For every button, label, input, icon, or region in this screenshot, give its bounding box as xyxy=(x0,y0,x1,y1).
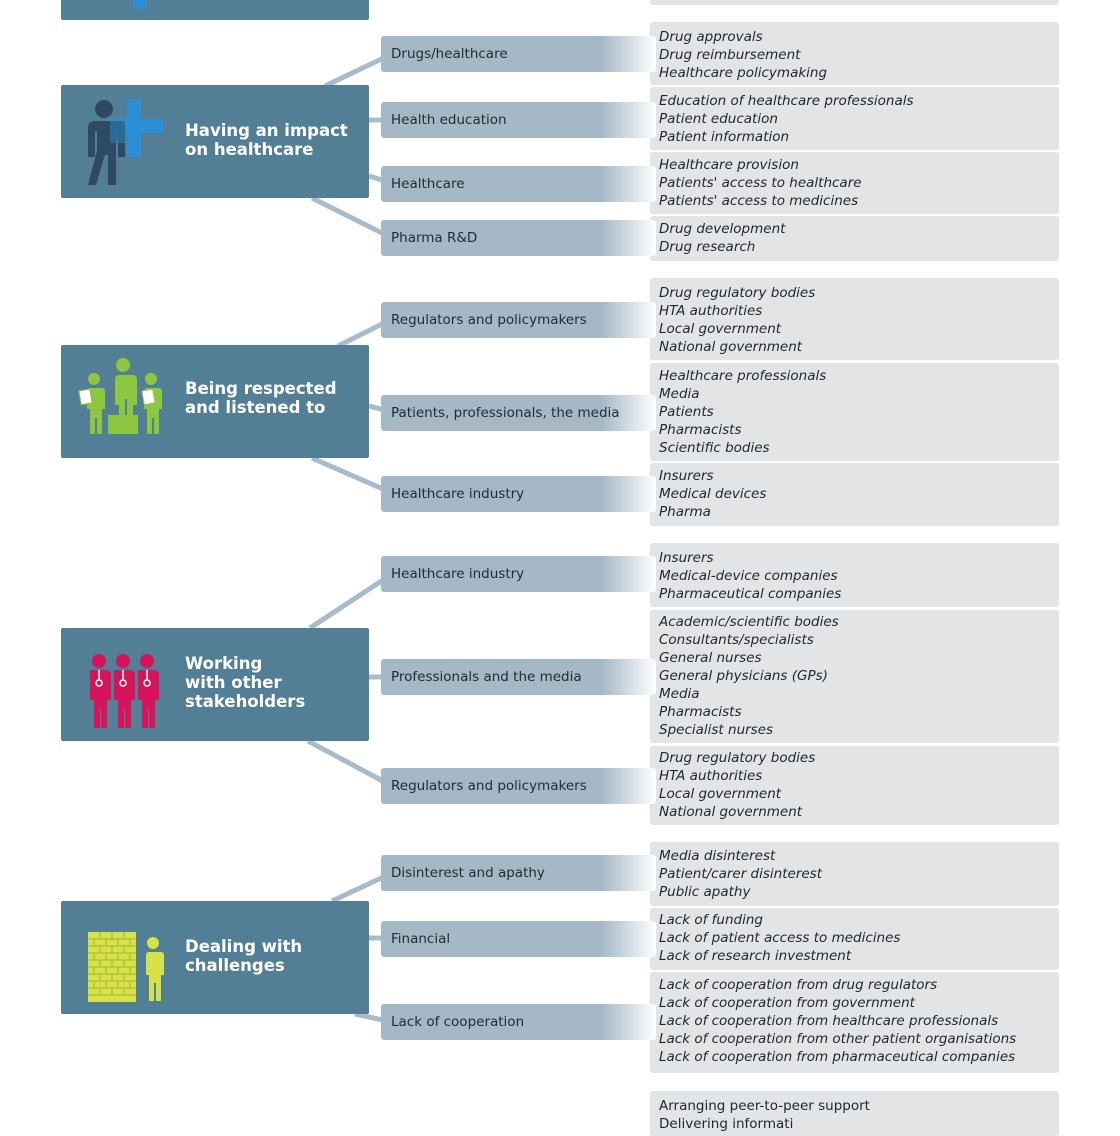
detail-item: Lack of cooperation from healthcare professionals xyxy=(659,1013,999,1029)
connector-line xyxy=(312,198,392,238)
detail-box xyxy=(650,278,1059,360)
main-title-line: on healthcare xyxy=(185,140,314,159)
detail-item: Healthcare policymaking xyxy=(659,65,828,81)
detail-item: Patient information xyxy=(659,129,790,145)
detail-item: Drug regulatory bodies xyxy=(659,750,816,766)
detail-box xyxy=(650,463,1059,526)
sub-label: Drugs/healthcare xyxy=(391,46,508,62)
detail-box xyxy=(650,87,1059,150)
connector-line xyxy=(310,574,392,628)
detail-item: Local government xyxy=(659,786,782,802)
detail-item: General physicians (GPs) xyxy=(659,668,828,684)
main-title-line: Working xyxy=(185,654,263,673)
detail-box-partial-top xyxy=(650,0,1059,5)
detail-item: Insurers xyxy=(659,468,714,484)
detail-item: Medical devices xyxy=(659,486,767,502)
three-doctors-icon xyxy=(77,638,169,730)
sub-bar-professionals-media xyxy=(381,659,656,695)
detail-item: Patient/carer disinterest xyxy=(659,866,822,882)
main-title-line: Being respected xyxy=(185,379,337,398)
sub-bar-disinterest-apathy xyxy=(381,855,656,891)
sub-bar-financial xyxy=(381,921,656,957)
sub-label: Regulators and policymakers xyxy=(391,778,587,794)
detail-item: National government xyxy=(659,804,803,820)
detail-item: Pharmaceutical companies xyxy=(659,586,842,602)
main-title-line: Having an impact xyxy=(185,121,348,140)
main-title-line: with other xyxy=(185,673,282,692)
detail-item: Insurers xyxy=(659,550,714,566)
detail-item: Lack of cooperation from drug regulators xyxy=(659,977,938,993)
main-title-line: Dealing with xyxy=(185,937,303,956)
detail-item: Patients' access to medicines xyxy=(659,193,859,209)
detail-item: Arranging peer-to-peer support xyxy=(659,1098,870,1114)
detail-item: Healthcare professionals xyxy=(659,368,827,384)
detail-box xyxy=(650,972,1059,1073)
main-title xyxy=(185,121,365,159)
detail-item: Media xyxy=(659,686,700,702)
detail-item: Lack of patient access to medicines xyxy=(659,930,901,946)
detail-item: Patient education xyxy=(659,111,778,127)
main-box-working-with-stakeholders xyxy=(61,628,369,741)
sub-bar-pharma-rd xyxy=(381,220,656,256)
detail-item: Public apathy xyxy=(659,884,751,900)
detail-item: Local government xyxy=(659,321,782,337)
detail-item: Medical-device companies xyxy=(659,568,838,584)
main-title xyxy=(185,654,365,711)
sub-label: Healthcare industry xyxy=(391,486,525,502)
detail-item: Delivering informati xyxy=(659,1116,794,1132)
detail-item: Specialist nurses xyxy=(659,722,774,738)
detail-item: Scientific bodies xyxy=(659,440,770,456)
sub-label: Lack of cooperation xyxy=(391,1014,525,1030)
detail-item: Pharmacists xyxy=(659,422,742,438)
sub-label: Healthcare industry xyxy=(391,566,525,582)
main-title-line: and listened to xyxy=(185,398,326,417)
detail-item: Patients' access to healthcare xyxy=(659,175,862,191)
sub-label: Regulators and policymakers xyxy=(391,312,587,328)
detail-item: Pharmacists xyxy=(659,704,742,720)
detail-item: HTA authorities xyxy=(659,303,763,319)
detail-box xyxy=(650,152,1059,214)
detail-item: Lack of funding xyxy=(659,912,763,928)
main-title xyxy=(185,937,365,975)
detail-item: Media disinterest xyxy=(659,848,776,864)
main-box-dealing-with-challenges xyxy=(61,901,369,1014)
main-title xyxy=(185,379,365,417)
detail-box xyxy=(650,543,1059,607)
sub-bar-patients-professionals-media xyxy=(381,395,656,431)
detail-item: Lack of cooperation from pharmaceutical companies xyxy=(659,1049,1016,1065)
detail-box xyxy=(650,22,1059,85)
sub-label: Health education xyxy=(391,112,507,128)
speaker-on-podium-icon xyxy=(77,355,169,447)
sub-label: Healthcare xyxy=(391,176,465,192)
detail-item: Pharma xyxy=(659,504,711,520)
detail-item: Drug approvals xyxy=(659,29,763,45)
detail-item: Drug reimbursement xyxy=(659,47,801,63)
detail-item: Healthcare provision xyxy=(659,157,799,173)
sub-label: Disinterest and apathy xyxy=(391,865,545,881)
detail-item: Media xyxy=(659,386,700,402)
main-box-impact-on-healthcare xyxy=(61,85,369,198)
detail-item: National government xyxy=(659,339,803,355)
sub-bar-regulators-policymakers xyxy=(381,302,656,338)
main-title-line: challenges xyxy=(185,956,285,975)
detail-box xyxy=(650,610,1059,743)
detail-item: Education of healthcare professionals xyxy=(659,93,914,109)
detail-item: Drug research xyxy=(659,239,756,255)
connector-line xyxy=(308,741,392,786)
detail-box xyxy=(650,746,1059,825)
detail-box-partial-bottom xyxy=(650,1091,1059,1136)
sub-bar-healthcare xyxy=(381,166,656,202)
partial-icon xyxy=(77,0,169,9)
main-title-line: stakeholders xyxy=(185,692,306,711)
detail-item: Drug regulatory bodies xyxy=(659,285,816,301)
detail-box xyxy=(650,216,1059,261)
sub-label: Professionals and the media xyxy=(391,669,582,685)
detail-item: Drug development xyxy=(659,221,786,237)
detail-box xyxy=(650,842,1059,906)
detail-item: Lack of research investment xyxy=(659,948,852,964)
sub-bar-lack-of-cooperation xyxy=(381,1004,656,1040)
sub-label: Financial xyxy=(391,931,451,947)
detail-box xyxy=(650,908,1059,970)
sub-bar-regulators-policymakers xyxy=(381,768,656,804)
connector-line xyxy=(312,458,392,493)
main-box-respected-listened xyxy=(61,345,369,458)
main-box-partial-top xyxy=(61,0,369,20)
detail-item: Academic/scientific bodies xyxy=(659,614,839,630)
detail-item: Lack of cooperation from other patient organisations xyxy=(659,1031,1017,1047)
detail-item: Patients xyxy=(659,404,714,420)
sub-bar-health-education xyxy=(381,102,656,138)
detail-item: Lack of cooperation from government xyxy=(659,995,915,1011)
sub-label: Pharma R&D xyxy=(391,230,478,246)
detail-box xyxy=(650,363,1059,461)
sub-bar-healthcare-industry xyxy=(381,476,656,512)
brick-wall-and-person-icon xyxy=(77,911,169,1003)
detail-item: General nurses xyxy=(659,650,762,666)
sub-bar-drugs-healthcare xyxy=(381,36,656,72)
sub-bar-healthcare-industry xyxy=(381,556,656,592)
person-with-medical-cross-icon xyxy=(77,95,169,187)
sub-label: Patients, professionals, the media xyxy=(391,405,620,421)
detail-item: HTA authorities xyxy=(659,768,763,784)
detail-item: Consultants/specialists xyxy=(659,632,814,648)
